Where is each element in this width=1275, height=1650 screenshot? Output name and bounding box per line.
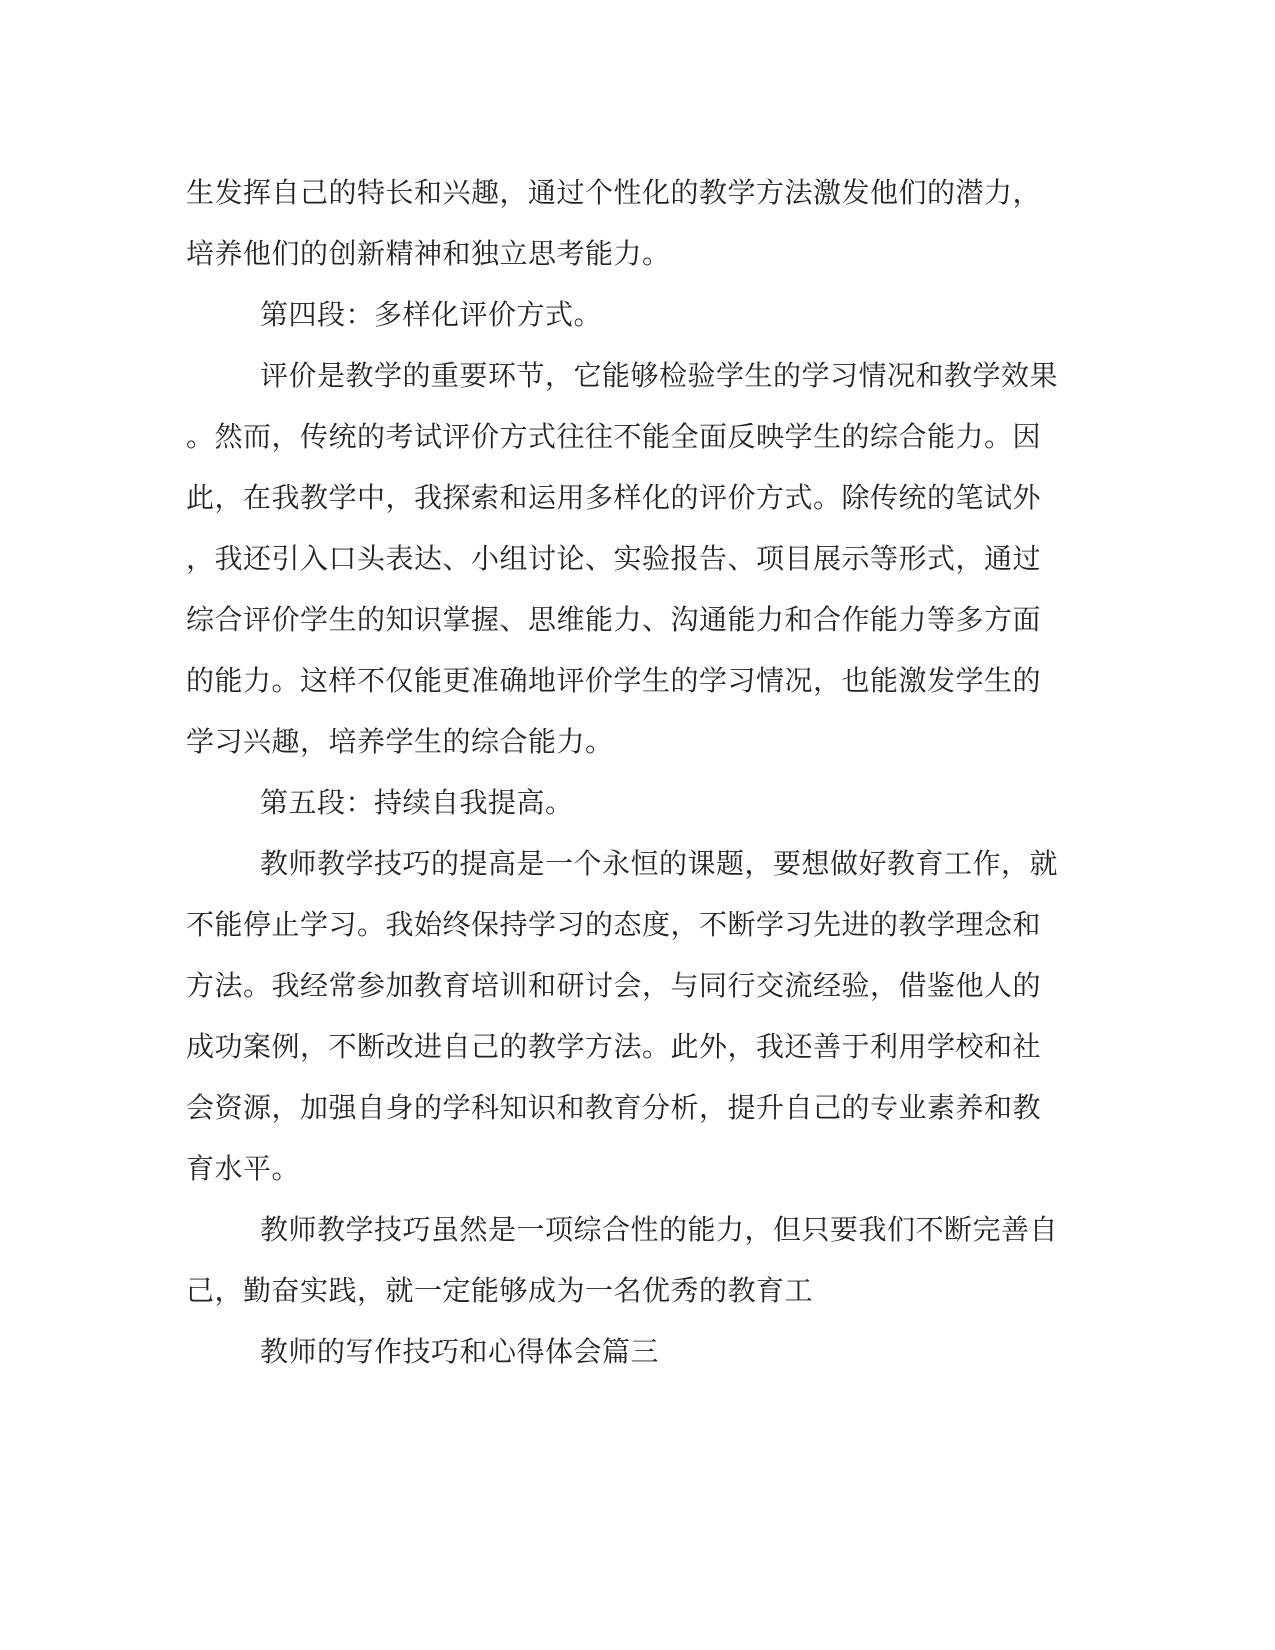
paragraph-line: 教师教学技巧的提高是一个永恒的课题，要想做好教育工作，就 <box>260 847 1059 880</box>
paragraph-line: 会资源，加强自身的学科知识和教育分析，提升自己的专业素养和教 <box>186 1091 1042 1124</box>
document-body <box>186 162 1070 1382</box>
paragraph-line: 培养他们的创新精神和独立思考能力。 <box>186 237 671 270</box>
paragraph-line: 。然而，传统的考试评价方式往往不能全面反映学生的综合能力。因 <box>186 420 1042 453</box>
paragraph-line: 成功案例，不断改进自己的教学方法。此外，我还善于利用学校和社 <box>186 1030 1042 1063</box>
section-heading-5: 第五段：持续自我提高。 <box>260 786 574 819</box>
paragraph-line: 学习兴趣，培养学生的综合能力。 <box>186 725 614 758</box>
paragraph-line: 综合评价学生的知识掌握、思维能力、沟通能力和合作能力等多方面 <box>186 603 1042 636</box>
article-section-title: 教师的写作技巧和心得体会篇三 <box>260 1335 660 1368</box>
paragraph-line: 生发挥自己的特长和兴趣，通过个性化的教学方法激发他们的潜力， <box>186 176 1042 209</box>
paragraph-line: 育水平。 <box>186 1152 301 1185</box>
paragraph-line: 的能力。这样不仅能更准确地评价学生的学习情况，也能激发学生的 <box>186 664 1042 697</box>
paragraph-line: ，我还引入口头表达、小组讨论、实验报告、项目展示等形式，通过 <box>186 542 1042 575</box>
paragraph-line: 不能停止学习。我始终保持学习的态度，不断学习先进的教学理念和 <box>186 908 1042 941</box>
paragraph-line: 此，在我教学中，我探索和运用多样化的评价方式。除传统的笔试外 <box>186 481 1042 514</box>
paragraph-line: 方法。我经常参加教育培训和研讨会，与同行交流经验，借鉴他人的 <box>186 969 1042 1002</box>
paragraph-line: 教师教学技巧虽然是一项综合性的能力，但只要我们不断完善自 <box>260 1213 1059 1246</box>
paragraph-line: 己，勤奋实践，就一定能够成为一名优秀的教育工 <box>186 1274 814 1307</box>
paragraph-line: 评价是教学的重要环节，它能够检验学生的学习情况和教学效果 <box>260 359 1059 392</box>
section-heading-4: 第四段：多样化评价方式。 <box>260 298 603 331</box>
